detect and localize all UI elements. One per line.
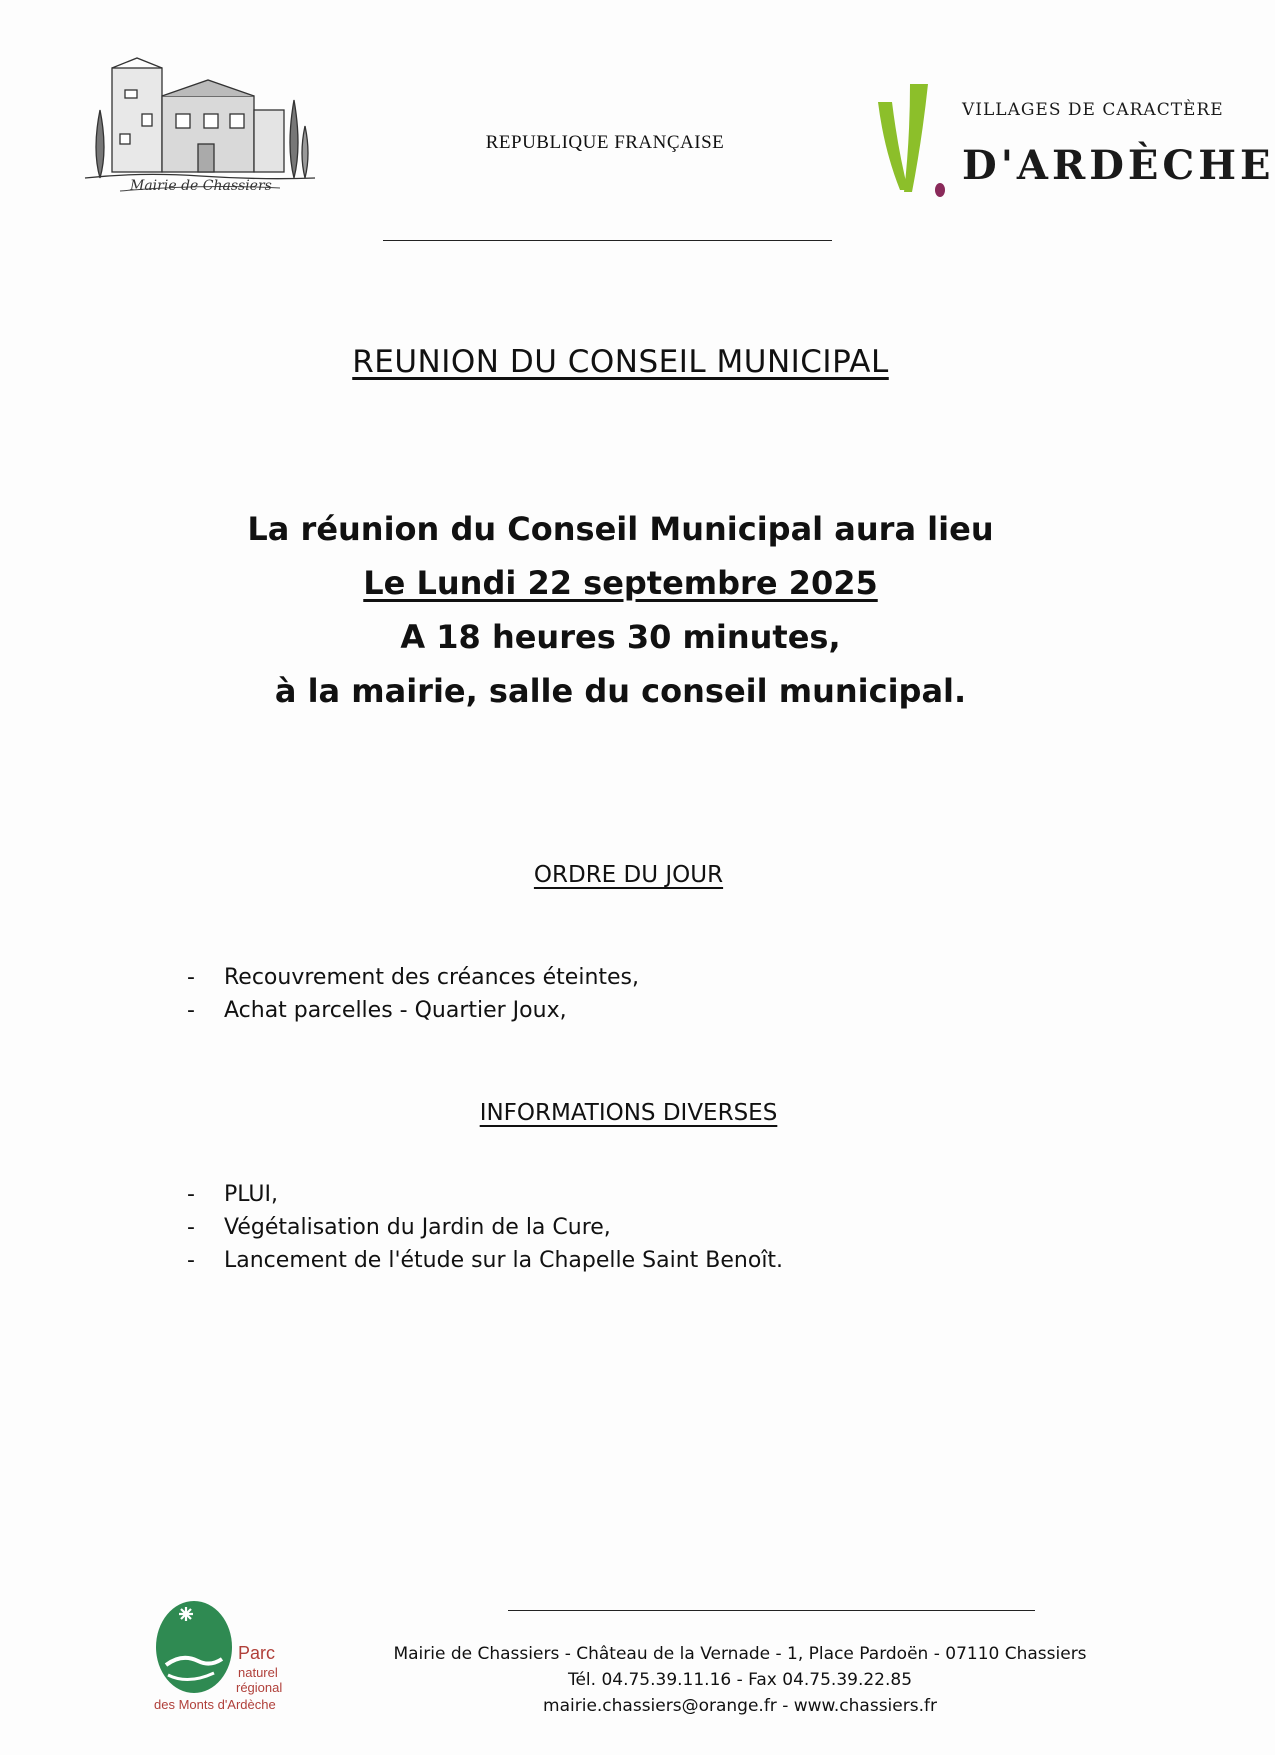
- ordre-du-jour-list: [187, 961, 1087, 1027]
- meeting-time: A 18 heures 30 minutes,: [400, 618, 841, 656]
- villages-caractere-line1: VILLAGES DE CARACTÈRE: [962, 100, 1224, 120]
- footer-email-website: mairie.chassiers@orange.fr - www.chassiers.fr: [543, 1696, 937, 1716]
- header-divider: [383, 240, 832, 241]
- meeting-details: [0, 502, 1241, 718]
- list-item: - Végétalisation du Jardin de la Cure,: [187, 1211, 1087, 1244]
- parc-line-3: régional: [236, 1680, 283, 1695]
- list-item: - Lancement de l'étude sur la Chapelle Saint Benoît.: [187, 1244, 1087, 1277]
- informations-diverses-heading-text: INFORMATIONS DIVERSES: [479, 1100, 778, 1126]
- ordre-du-jour-heading-text: ORDRE DU JOUR: [533, 862, 724, 888]
- parc-line-1: Parc: [238, 1643, 276, 1663]
- republic-label: REPUBLIQUE FRANÇAISE: [485, 132, 725, 153]
- mairie-logo-caption: Mairie de Chassiers: [130, 178, 272, 194]
- parc-line-4: des Monts d'Ardèche: [154, 1697, 276, 1712]
- footer-address: Mairie de Chassiers - Château de la Vernade - 1, Place Pardoën - 07110 Chassiers: [393, 1644, 1087, 1664]
- parc-leaf-icon: [152, 1595, 242, 1695]
- villages-caractere-logo: [870, 80, 1275, 205]
- footer-phone-fax: Tél. 04.75.39.11.16 - Fax 04.75.39.22.85: [567, 1670, 913, 1690]
- page-title: [0, 344, 1241, 380]
- parc-naturel-logo: [150, 1595, 283, 1735]
- footer-contact: [340, 1641, 1140, 1719]
- informations-diverses-heading: [8, 1100, 1249, 1126]
- list-item: - Recouvrement des créances éteintes,: [187, 961, 1087, 994]
- informations-diverses-list: [187, 1178, 1087, 1277]
- villages-caractere-line2: D'ARDÈCHE: [962, 142, 1275, 189]
- meeting-location: à la mairie, salle du conseil municipal.: [274, 672, 967, 710]
- meeting-line-1: La réunion du Conseil Municipal aura lieu: [247, 510, 994, 548]
- mairie-logo: [80, 50, 320, 200]
- parc-line-2: naturel: [238, 1665, 278, 1680]
- list-item: - Achat parcelles - Quartier Joux,: [187, 994, 1087, 1027]
- meeting-date: Le Lundi 22 septembre 2025: [363, 564, 878, 602]
- ordre-du-jour-heading: [8, 862, 1249, 888]
- footer-divider: [508, 1610, 1035, 1611]
- page-title-text: REUNION DU CONSEIL MUNICIPAL: [352, 344, 889, 380]
- list-item: - PLUI,: [187, 1178, 1087, 1211]
- v-mark-icon: [870, 80, 960, 205]
